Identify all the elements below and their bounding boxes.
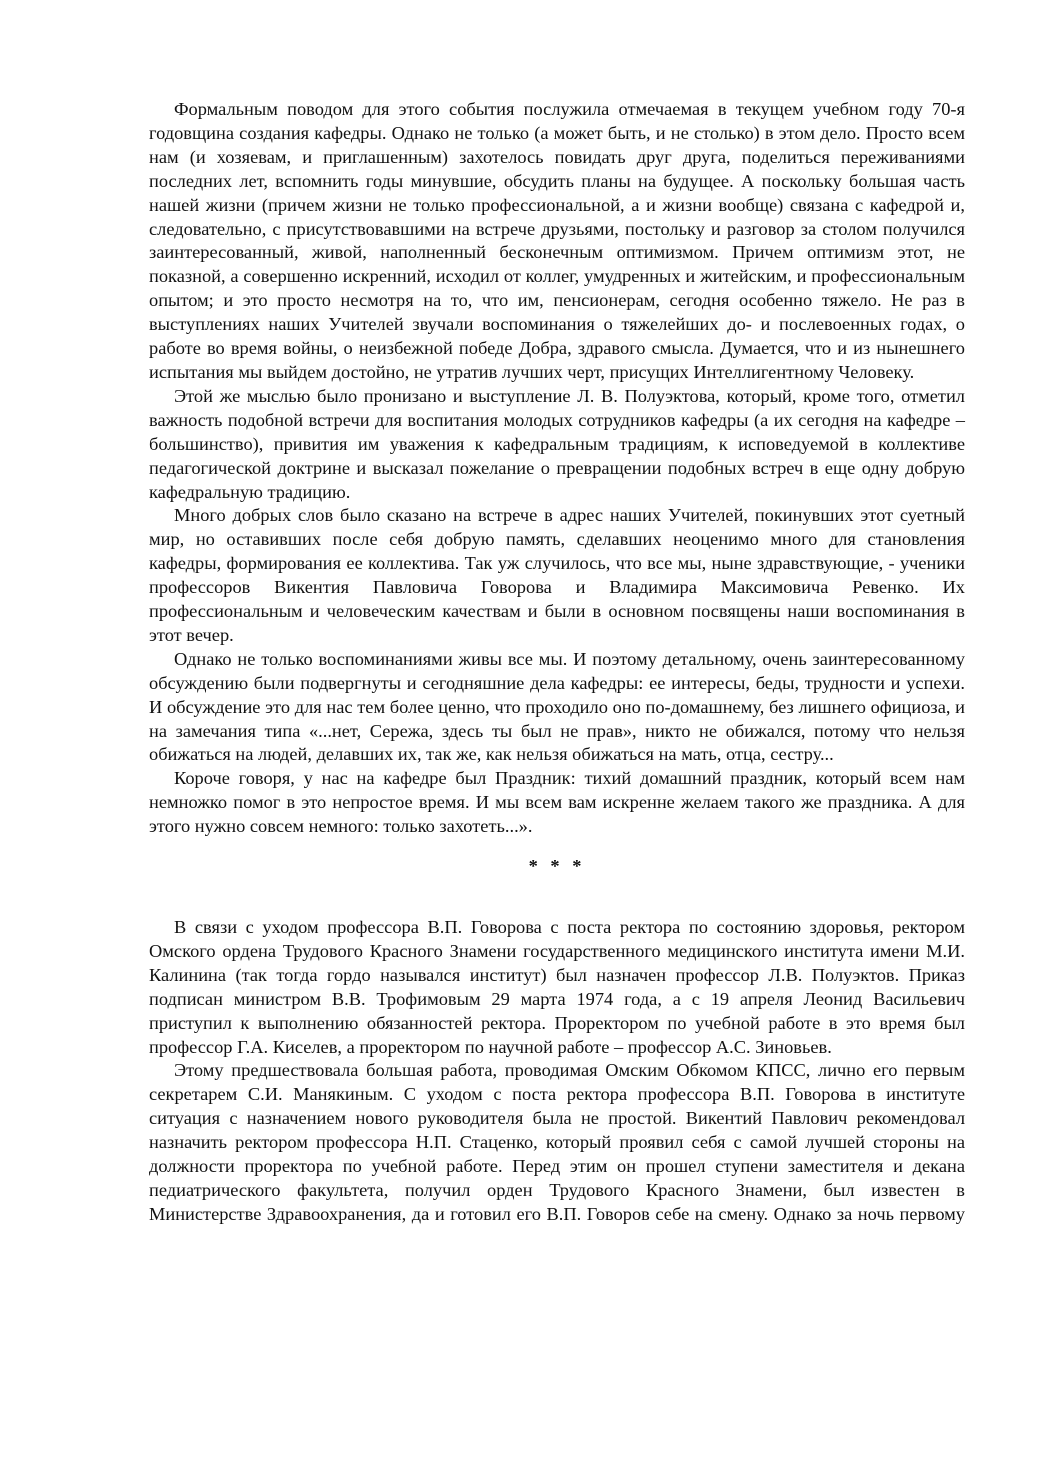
section-separator: * * * xyxy=(528,856,586,877)
paragraph: В связи с уходом профессора В.П. Говорова с поста ректора по состоянию здоровья, ректором Омского ордена Трудового Красного Знамени государственного медицинского института имени М.И. Калинина (так тогда гордо назывался институт) был назначен профессор Л.В. Полуэктов. Приказ подписан министром В.В. Трофимовым 29 марта 1974 года, а с 19 апреля Леонид Васильевич приступил к выполнению обязанностей ректора. Проректором по учебной работе в это время был профессор Г.А. Киселев, а проректором по научной работе – профессор А.С. Зиновьев. xyxy=(149,917,965,1057)
paragraph: Короче говоря, у нас на кафедре был Праздник: тихий домашний праздник, который всем нам немножко помог в это непростое время. И мы всем вам искренне желаем такого же праздника. А для этого нужно совсем немного: только захотеть...». xyxy=(149,768,965,837)
document-page xyxy=(149,98,965,1227)
paragraph: Однако не только воспоминаниями живы все мы. И поэтому детальному, очень заинтересованному обсуждению были подвергнуты и сегодняшние дела кафедры: ее интересы, беды, трудности и успехи. И обсуждение это для нас тем более ценно, что проходило оно по-домашнему, без лишнего официоза, и на замечания типа «...нет, Сережа, здесь ты был не прав», никто не обижался, потому что нельзя обижаться на людей, делавших их, так же, как нельзя обижаться на мать, отца, сестру... xyxy=(149,648,965,765)
paragraph: Формальным поводом для этого события послужила отмечаемая в текущем учебном году 70-я годовщина создания кафедры. Однако не только (а может быть, и не столько) в этом дело. Просто всем нам (и хозяевам, и приглашенным) захотелось повидать друг друга, поделиться переживаниями последних лет, вспомнить годы минувшие, обсудить планы на будущее. А поскольку большая часть нашей жизни (причем жизни не только профессиональной, а и жизни вообще) связана с кафедрой и, следовательно, с присутствовавшими на встрече друзьями, постольку и разговор за столом получился заинтересованный, живой, наполненный бесконечным оптимизмом. Причем оптимизм этот, не показной, а совершенно искренний, исходил от коллег, умудренных и житейским, и профессиональным опытом; и это просто несмотря на то, что им, пенсионерам, сегодня особенно тяжело. Не раз в выступлениях наших Учителей звучали воспоминания о тяжелейших до- и послевоенных годах, о работе во время войны, о неизбежной победе Добра, здравого смысла. Думается, что и из нынешнего испытания мы выйдем достойно, не утратив лучших черт, присущих Интеллигентному Человеку. xyxy=(149,99,965,382)
paragraph: Этому предшествовала большая работа, проводимая Омским Обкомом КПСС, лично его первым секретарем С.И. Манякиным. С уходом с поста ректора профессора В.П. Говорова в институте ситуация с назначением нового руководителя была не простой. Викентий Павлович рекомендовал назначить ректором профессора Н.П. Стаценко, который проявил себя с самой лучшей стороны на должности проректора по учебной работе. Перед этим он прошел ступени заместителя и декана педиатрического факультета, получил орден Трудового Красного Знамени, был известен в Министерстве Здравоохранения, да и готовил его В.П. Говоров себе на смену. Однако за ночь первому xyxy=(149,1060,965,1224)
paragraph: Много добрых слов было сказано на встрече в адрес наших Учителей, покинувших этот суетный мир, но оставивших после себя добрую память, сделавших неоценимо много для становления кафедры, формирования ее коллектива. Так уж случилось, что все мы, ныне здравствующие, - ученики профессоров Викентия Павловича Говорова и Владимира Максимовича Ревенко. Их профессиональным и человеческим качествам и были в основном посвящены наши воспоминания в этот вечер. xyxy=(149,505,965,645)
paragraph: Этой же мыслью было пронизано и выступление Л. В. Полуэктова, который, кроме того, отметил важность подобной встречи для воспитания молодых сотрудников кафедры (а их сегодня на кафедре – большинство), привития им уважения к кафедральным традициям, к исповедуемой в коллективе педагогической доктрине и высказал пожелание о превращении подобных встреч в еще одну добрую кафедральную традицию. xyxy=(149,385,965,502)
